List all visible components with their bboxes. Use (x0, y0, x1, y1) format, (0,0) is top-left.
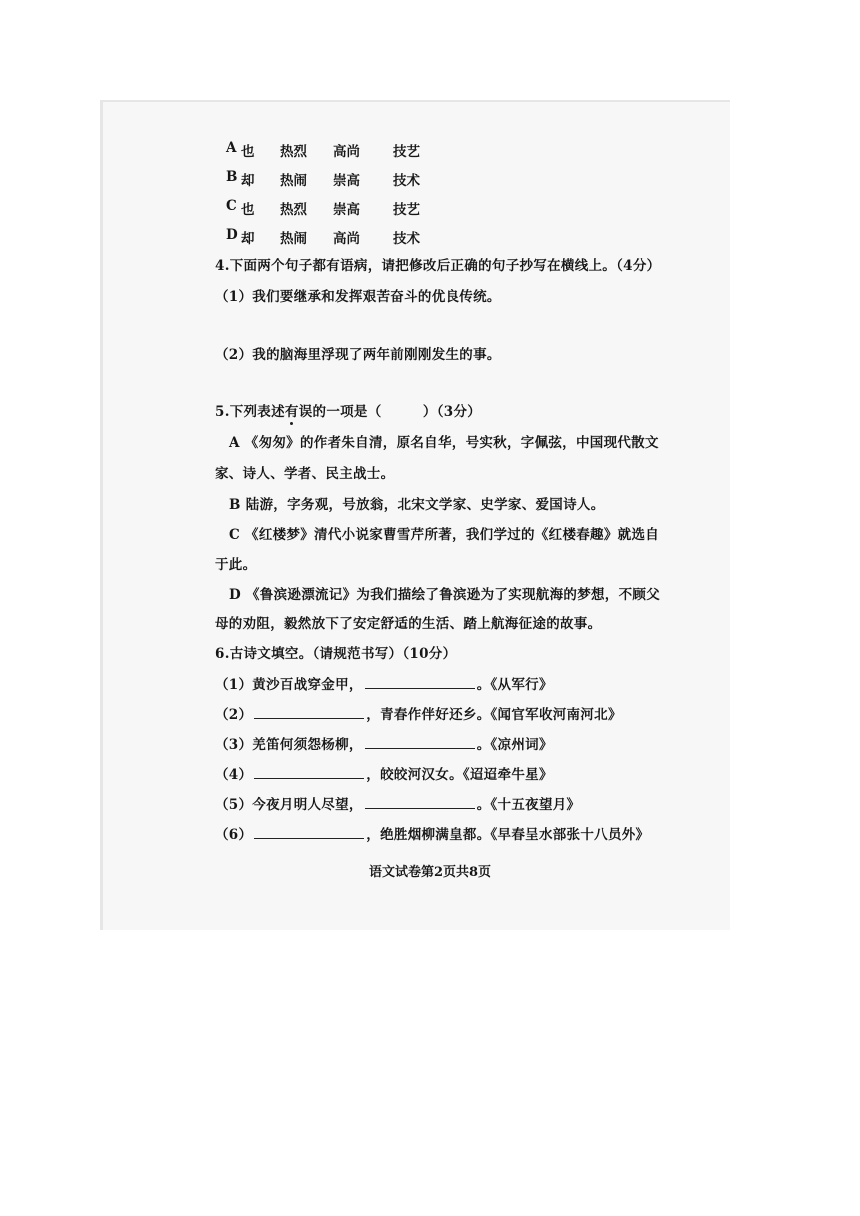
q6-line-4 (215, 766, 553, 784)
answer-blank[interactable] (254, 766, 364, 779)
q4-sentence-1: （1）我们要继承和发挥艰苦奋斗的优良传统。 (215, 289, 501, 305)
option-word: 热闹 (280, 231, 307, 247)
option-word: 也 (241, 144, 255, 160)
poem-prefix: （2） (215, 707, 253, 723)
q5-stem-emphasis: 有 (284, 404, 299, 420)
q5-stem-b: 误的一项是（ ）（3分） (298, 404, 482, 420)
q5-option-c-line2: 于此。 (215, 557, 257, 573)
answer-blank[interactable] (254, 826, 364, 839)
q5-option-c-line1: C 《红楼梦》清代小说家曹雪芹所著，我们学过的《红楼春趣》就选自 (229, 527, 660, 543)
page-footer: 语文试卷第2页共8页 (368, 865, 492, 880)
q5-option-d-line1: D 《鲁滨逊漂流记》为我们描绘了鲁滨逊为了实现航海的梦想，不顾父 (229, 587, 661, 603)
answer-blank[interactable] (365, 676, 475, 689)
poem-prefix: （1）黄沙百战穿金甲， (215, 677, 363, 693)
answer-blank[interactable] (365, 796, 475, 809)
option-word: 热烈 (280, 202, 307, 218)
q5-option-d-line2: 母的劝阻，毅然放下了安定舒适的生活、踏上航海征途的故事。 (215, 616, 602, 632)
q5-stem-a: 5.下列表述 (215, 404, 285, 420)
option-word: 高尚 (333, 144, 360, 160)
poem-prefix: （4） (215, 767, 253, 783)
q5-stem (215, 403, 481, 421)
poem-suffix: ，皎皎河汉女。《迢迢牵牛星》 (366, 767, 553, 783)
q5-option-a-line2: 家、诗人、学者、民主战士。 (215, 466, 395, 482)
option-word: 技术 (393, 231, 420, 247)
q6-line-6 (215, 826, 649, 844)
option-letter: B (226, 169, 238, 185)
poem-prefix: （6） (215, 827, 253, 843)
poem-suffix: 。《凉州词》 (476, 737, 553, 753)
poem-prefix: （5）今夜月明人尽望， (215, 797, 363, 813)
q6-line-3 (215, 736, 553, 754)
option-word: 热闹 (280, 173, 307, 189)
q6-line-1 (215, 676, 553, 694)
option-letter: C (226, 198, 237, 214)
option-word: 热烈 (280, 144, 307, 160)
scan-edge-left (100, 100, 103, 930)
option-word: 技术 (393, 173, 420, 189)
q6-line-5 (215, 796, 580, 814)
option-word: 崇高 (333, 202, 360, 218)
q4-sentence-2: （2）我的脑海里浮现了两年前刚刚发生的事。 (215, 347, 501, 363)
poem-suffix: ，绝胜烟柳满皇都。《早春呈水部张十八员外》 (366, 827, 650, 843)
q5-option-b: B 陆游，字务观，号放翁，北宋文学家、史学家、爱国诗人。 (229, 497, 605, 513)
option-word: 却 (241, 231, 255, 247)
poem-prefix: （3）羌笛何须怨杨柳， (215, 737, 363, 753)
option-word: 技艺 (393, 202, 420, 218)
option-word: 却 (241, 173, 255, 189)
answer-blank[interactable] (254, 706, 364, 719)
option-letter: D (226, 227, 238, 243)
q6-stem: 6.古诗文填空。（请规范书写）（10分） (215, 646, 457, 662)
option-word: 也 (241, 202, 255, 218)
option-word: 技艺 (393, 144, 420, 160)
option-letter: A (226, 140, 237, 156)
answer-blank[interactable] (365, 736, 475, 749)
scan-edge-top (100, 100, 730, 102)
q6-line-2 (215, 706, 622, 724)
option-word: 崇高 (333, 173, 360, 189)
q5-option-a-line1: A 《匆匆》的作者朱自清，原名自华，号实秋，字佩弦，中国现代散文 (229, 435, 659, 451)
poem-suffix: ，青春作伴好还乡。《闻官军收河南河北》 (366, 707, 622, 723)
poem-suffix: 。《十五夜望月》 (476, 797, 581, 813)
q4-stem: 4.下面两个句子都有语病，请把修改后正确的句子抄写在横线上。（4分） (215, 258, 661, 274)
option-word: 高尚 (333, 231, 360, 247)
poem-suffix: 。《从军行》 (476, 677, 553, 693)
